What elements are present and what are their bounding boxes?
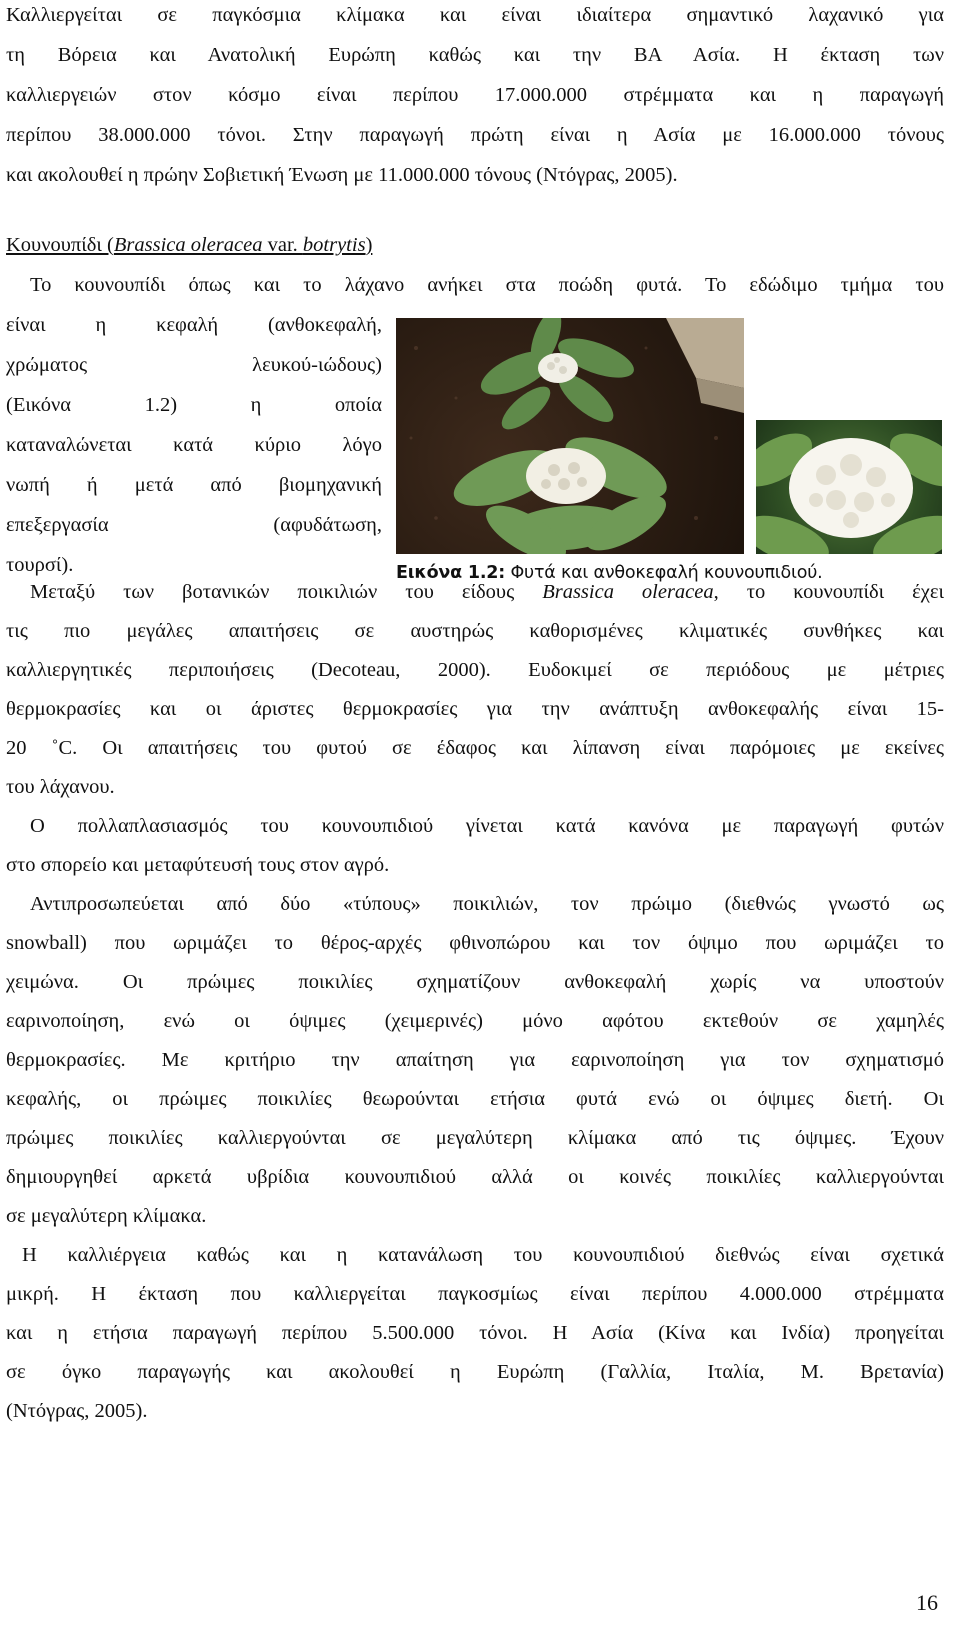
text-line: snowball) που ωριμάζει το θέρος-αρχές φθινοπώρου και τον όψιμο που ωριμάζει το [6,932,944,954]
heading-variety: botrytis [302,234,366,256]
text-line: (Ντόγρας, 2005). [6,1400,148,1422]
text-line: καταναλώνεται κατά κύριο λόγο [6,434,382,456]
text-line: του λάχανου. [6,776,115,798]
heading-species: Brassica oleracea [113,234,263,256]
text-line: χειμώνα. Οι πρώιμες ποικιλίες σχηματίζουν ανθοκεφαλή χωρίς να υποστούν [6,971,944,993]
text-line: (Εικόνα 1.2) η οποία [6,394,382,416]
text-line: και η ετήσια παραγωγή περίπου 5.500.000 τόνοι. Η Ασία (Κίνα και Ινδία) προηγείται [6,1322,944,1344]
text-line: Το κουνουπίδι όπως και το λάχανο ανήκει στα ποώδη φυτά. Το εδώδιμο τμήμα του [30,274,944,296]
caption-text: Φυτά και ανθοκεφαλή κουνουπιδιού. [505,563,823,583]
text-line: τουρσί). [6,554,74,576]
text-line: θερμοκρασίες και οι άριστες θερμοκρασίες για την ανάπτυξη ανθοκεφαλής είναι 15- [6,698,944,720]
cauliflower-plants-photo [396,318,744,554]
text-span: , το κουνουπίδι έχει [713,581,944,603]
page-number: 16 [916,1590,938,1615]
text-line: 20 ˚C. Οι απαιτήσεις του φυτού σε έδαφος και λίπανση είναι παρόμοιες με εκείνες [6,737,944,759]
heading-text: Κουνουπίδι ( [6,234,114,256]
text-line: επεξεργασία (αφυδάτωση, [6,514,382,536]
species-name: Brassica oleracea [542,581,714,603]
text-line: σε μεγαλύτερη κλίμακα. [6,1205,207,1227]
text-line: πρώιμες ποικιλίες καλλιεργούνται σε μεγαλύτερη κλίμακα από τις όψιμες. Έχουν [6,1127,944,1149]
text-line: χρώματος λευκού-ιώδους) [6,354,382,376]
text-line: θερμοκρασίες. Με κριτήριο την απαίτηση για εαρινοποίηση για τον σχηματισμό [6,1049,944,1071]
text-line [30,572,944,612]
text-line: Ο πολλαπλασιασμός του κουνουπιδιού γίνεται κατά κανόνα με παραγωγή φυτών [30,815,944,837]
caption-label: Εικόνα 1.2: [396,563,506,583]
text-line: τη Βόρεια και Ανατολική Ευρώπη καθώς και την ΒΑ Ασία. Η έκταση των [6,44,944,66]
text-line: Η καλλιέργεια καθώς και η κατανάλωση του κουνουπιδιού διεθνώς είναι σχετικά [22,1244,944,1266]
text-line: κεφαλής, οι πρώιμες ποικιλίες θεωρούνται ετήσια φυτά ενώ οι όψιμες διετή. Οι [6,1088,944,1110]
cauliflower-head-photo [756,420,942,554]
text-line: και ακολουθεί η πρώην Σοβιετική Ένωση με 11.000.000 τόνους (Ντόγρας, 2005). [6,164,678,186]
text-line: μικρή. Η έκταση που καλλιεργείται παγκοσμίως είναι περίπου 4.000.000 στρέμματα [6,1283,944,1305]
text-line: εαρινοποίηση, ενώ οι όψιμες (χειμερινές) μόνο αφότου εκτεθούν σε χαμηλές [6,1010,944,1032]
figure [396,318,942,592]
text-span: Μεταξύ των βοτανικών ποικιλιών του είδους [30,581,543,603]
heading-close: ) [365,234,373,256]
text-line: σε όγκο παραγωγής και ακολουθεί η Ευρώπη (Γαλλία, Ιταλία, Μ. Βρετανία) [6,1361,944,1383]
text-line: Καλλιεργείται σε παγκόσμια κλίμακα και είναι ιδιαίτερα σημαντικό λαχανικό για [6,4,944,26]
text-line: περίπου 38.000.000 τόνοι. Στην παραγωγή πρώτη είναι η Ασία με 16.000.000 τόνους [6,124,944,146]
text-line: Αντιπροσωπεύεται από δύο «τύπους» ποικιλιών, τον πρώιμο (διεθνώς γνωστό ως [30,893,944,915]
text-line: δημιουργηθεί αρκετά υβρίδια κουνουπιδιού αλλά οι κοινές ποικιλίες καλλιεργούνται [6,1166,944,1188]
text-line: καλλιεργητικές περιποιήσεις (Decoteau, 2000). Ευδοκιμεί σε περιόδους με μέτριες [6,659,944,681]
text-line: στο σπορείο και μεταφύτευσή τους στον αγρό. [6,854,390,876]
heading-var: var. [262,234,303,256]
section-heading [6,225,372,265]
text-line: τις πιο μεγάλες απαιτήσεις σε αυστηρώς καθορισμένες κλιματικές συνθήκες και [6,620,944,642]
text-line: είναι η κεφαλή (ανθοκεφαλή, [6,314,382,336]
text-line: καλλιεργειών στον κόσμο είναι περίπου 17.000.000 στρέμματα και η παραγωγή [6,84,944,106]
text-line: νωπή ή μετά από βιομηχανική [6,474,382,496]
